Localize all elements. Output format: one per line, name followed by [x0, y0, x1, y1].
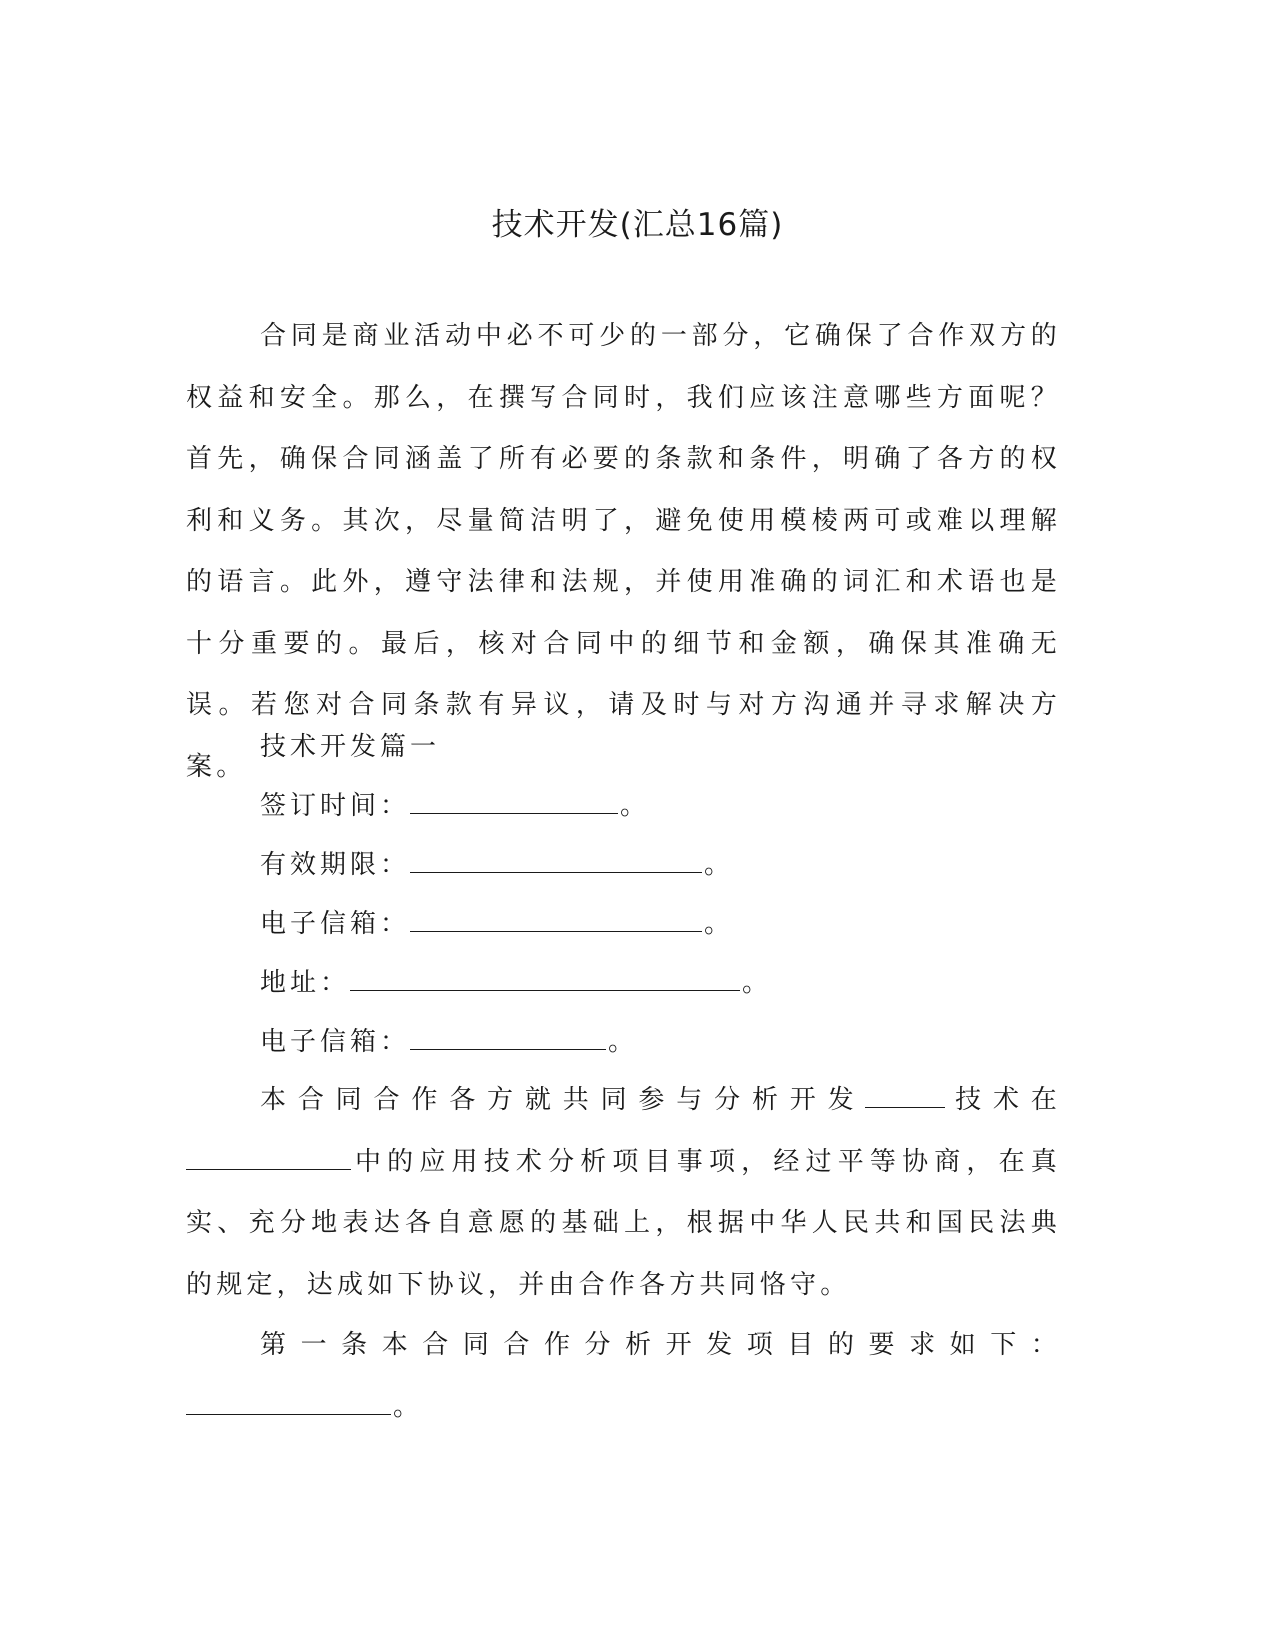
blank-line[interactable] — [410, 848, 702, 873]
intro-paragraph: 合同是商业活动中必不可少的一部分，它确保了合作双方的权益和安全。那么，在撰写合同时，我们应该注意哪些方面呢？首先，确保合同涵盖了所有必要的条款和条件，明确了各方的权利和义务。其次，尽量简洁明了，避免使用模棱两可或难以理解的语言。此外，遵守法律和法规，并使用准确的词汇和术语也是十分重要的。最后，核对合同中的细节和金额，确保其准确无误。若您对合同条款有异议，请及时与对方沟通并寻求解决方案。 — [186, 321, 1061, 782]
field-sign-date: 签订时间： 。 — [260, 791, 651, 821]
field-label: 电子信箱： — [260, 1027, 411, 1057]
field-label: 电子信箱： — [260, 909, 411, 939]
blank-line[interactable] — [865, 1083, 945, 1108]
field-validity: 有效期限： 。 — [260, 850, 735, 880]
field-address: 地址： 。 — [260, 968, 773, 998]
blank-line[interactable] — [410, 1025, 606, 1050]
field-email-2: 电子信箱： 。 — [260, 1027, 639, 1057]
field-label: 有效期限： — [260, 850, 411, 880]
blank-line[interactable] — [410, 907, 702, 932]
field-email: 电子信箱： 。 — [260, 909, 735, 939]
article-1: 第一条本合同合作分析开发项目的要求如下：。 — [186, 1315, 1061, 1438]
blank-line[interactable] — [410, 789, 618, 814]
field-label: 地址： — [260, 968, 351, 998]
section-heading: 技术开发篇一 — [260, 732, 441, 762]
field-label: 签订时间： — [260, 791, 411, 821]
blank-line[interactable] — [186, 1145, 351, 1170]
document-title: 技术开发(汇总16篇) — [491, 207, 784, 243]
blank-line[interactable] — [350, 966, 740, 991]
blank-line[interactable] — [186, 1390, 391, 1415]
agreement-paragraph: 本合同合作各方就共同参与分析开发 技术在中的应用技术分析项目事项，经过平等协商，在真实、充分地表达各自意愿的基础上，根据中华人民共和国民法典的规定，达成如下协议，并由合作各方共同恪守。 — [186, 1085, 1061, 1300]
